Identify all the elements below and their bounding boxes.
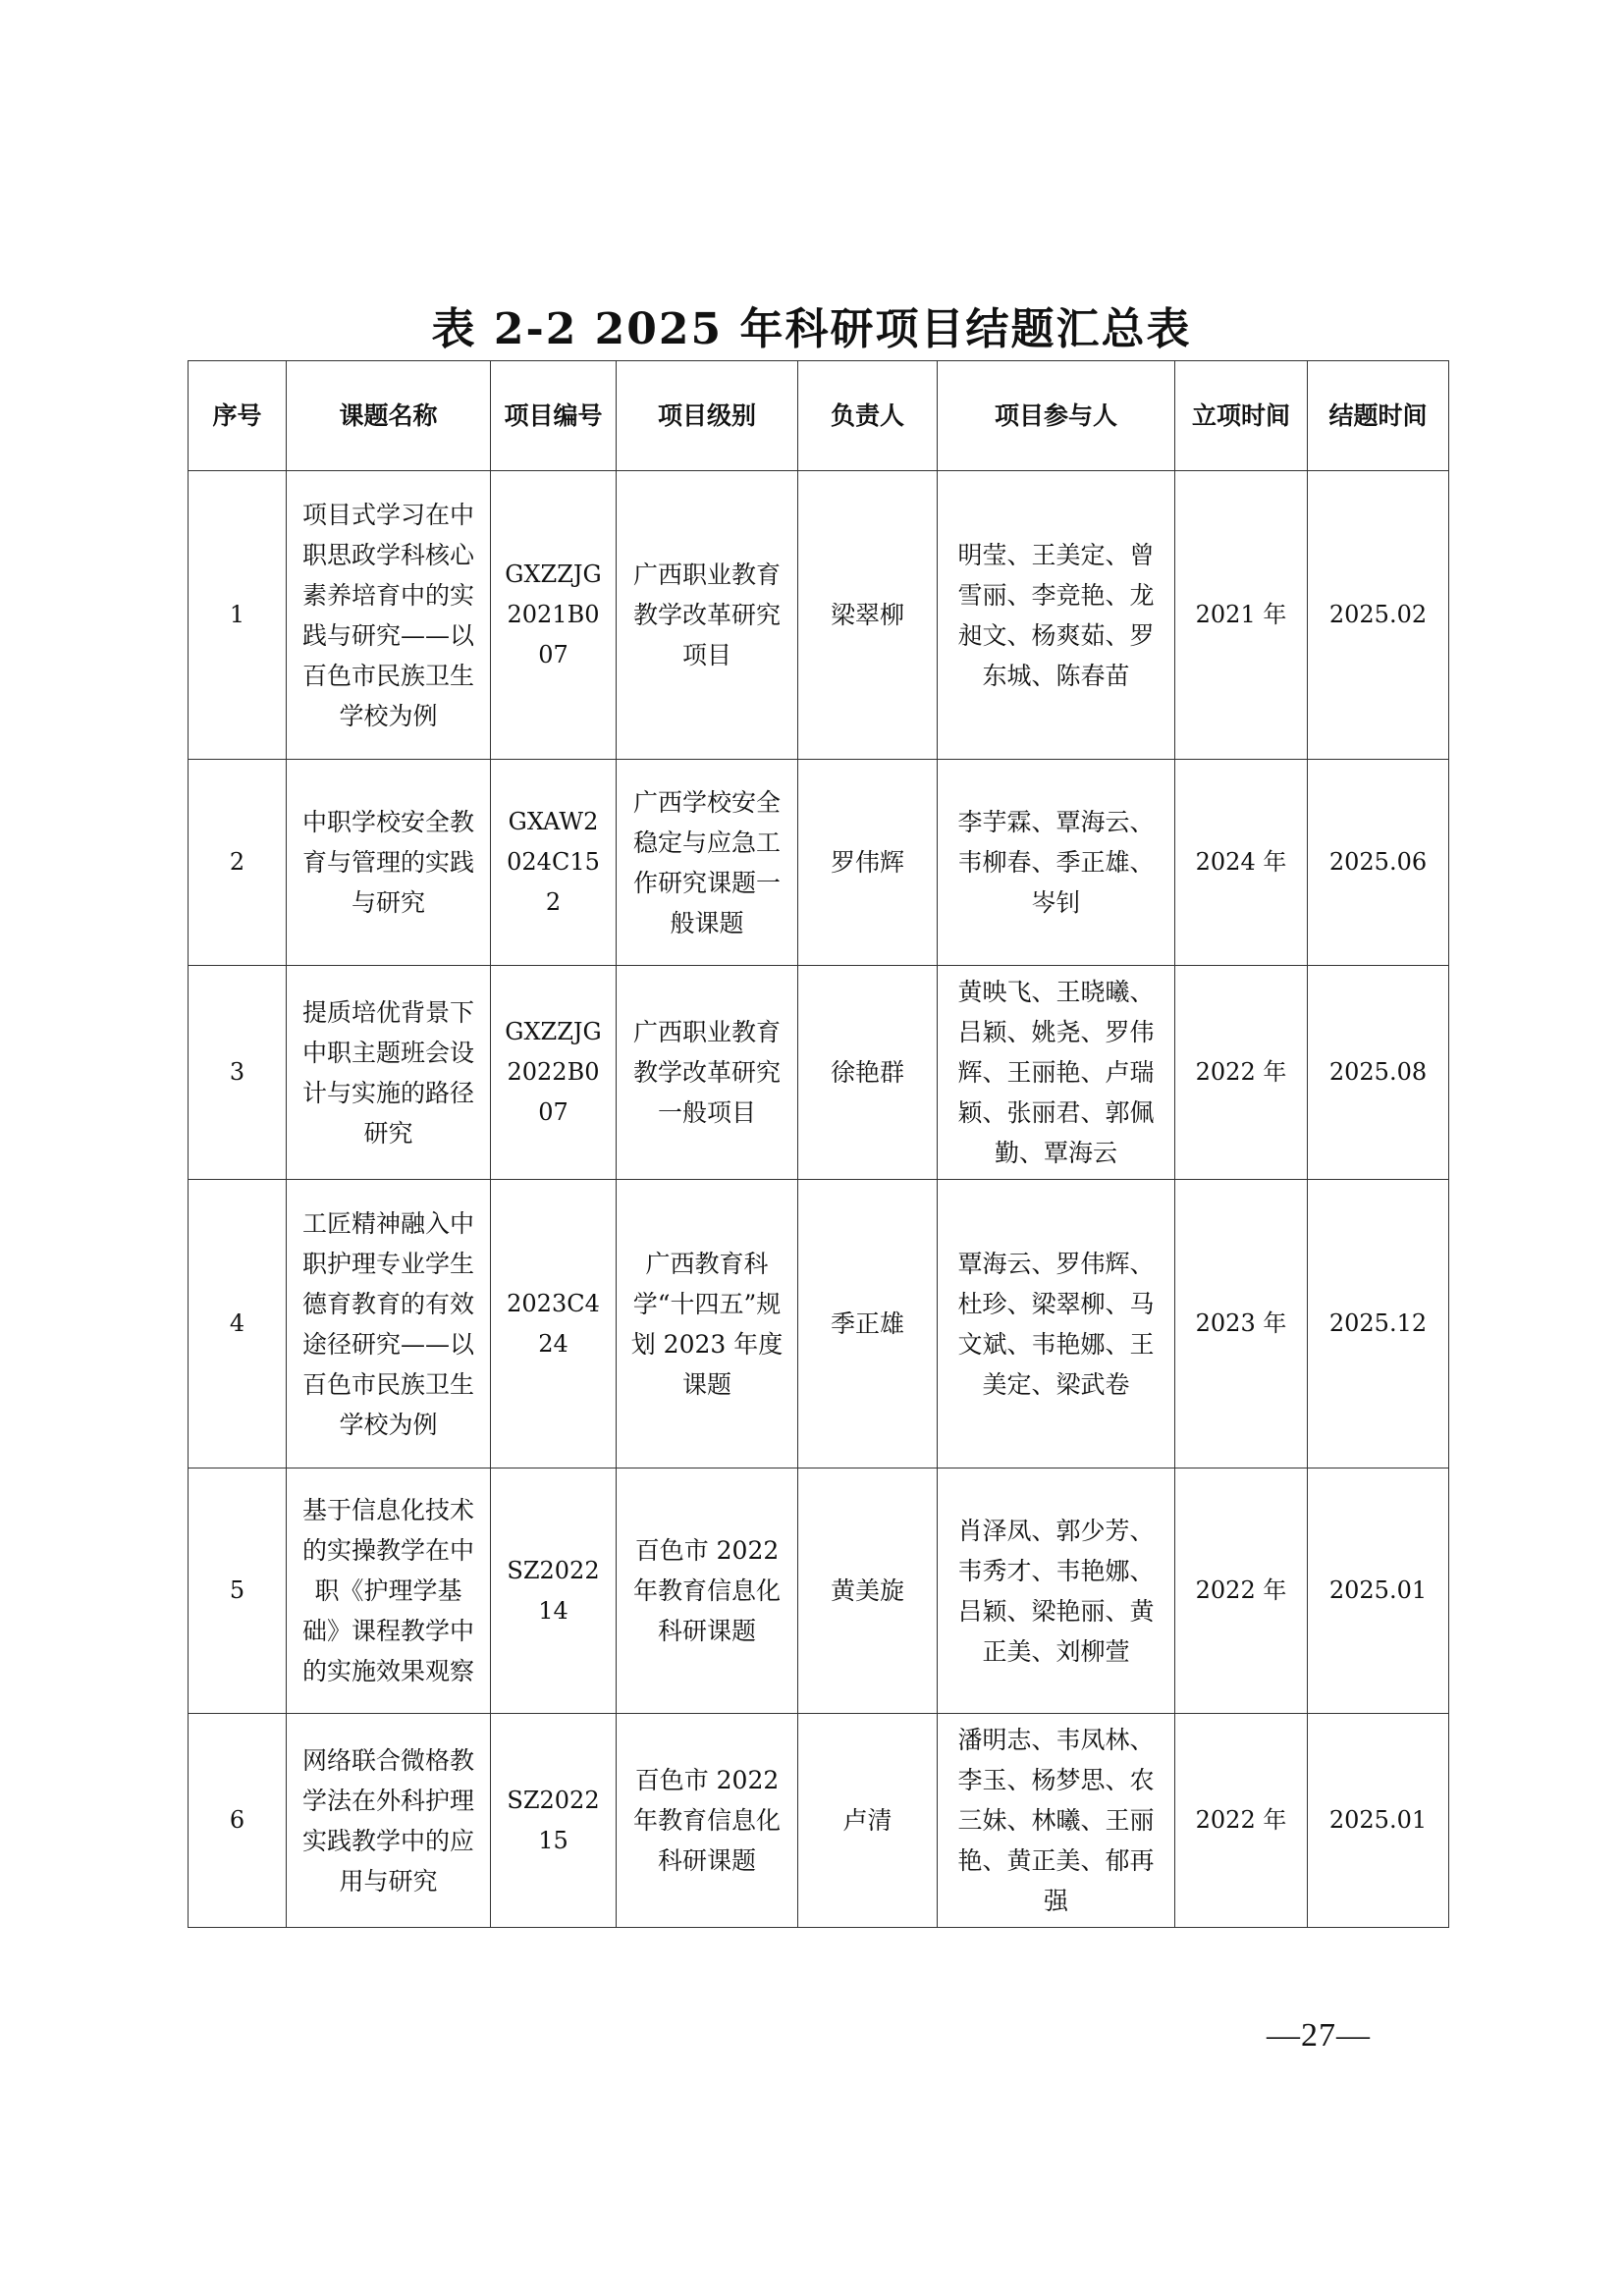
- table-row: [189, 760, 1449, 966]
- row-number: 3: [189, 966, 287, 1180]
- project-code: 2023C424: [491, 1180, 617, 1468]
- page-number: —27—: [1267, 2017, 1371, 2054]
- table-row: [189, 966, 1449, 1180]
- table-row: [189, 1714, 1449, 1928]
- start-year: 2021 年: [1175, 471, 1308, 760]
- page-title: 表 2-2 2025 年科研项目结题汇总表: [431, 304, 1192, 354]
- header-cell: 项目级别: [617, 361, 798, 471]
- project-members: 黄映飞、王晓曦、吕颖、姚尧、罗伟辉、王丽艳、卢瑞颖、张丽君、郭佩勤、覃海云: [938, 966, 1175, 1180]
- project-name: 网络联合微格教学法在外科护理实践教学中的应用与研究: [287, 1714, 491, 1928]
- row-number: 2: [189, 760, 287, 966]
- header-cell: 项目编号: [491, 361, 617, 471]
- project-members: 肖泽凤、郭少芳、韦秀才、韦艳娜、吕颖、梁艳丽、黄正美、刘柳萱: [938, 1468, 1175, 1714]
- start-year: 2024 年: [1175, 760, 1308, 966]
- project-lead: 季正雄: [798, 1180, 938, 1468]
- project-lead: 黄美旋: [798, 1468, 938, 1714]
- table-row: [189, 1468, 1449, 1714]
- row-number: 4: [189, 1180, 287, 1468]
- end-date: 2025.06: [1308, 760, 1449, 966]
- project-name: 工匠精神融入中职护理专业学生德育教育的有效途径研究——以百色市民族卫生学校为例: [287, 1180, 491, 1468]
- header-cell: 课题名称: [287, 361, 491, 471]
- project-members: 覃海云、罗伟辉、杜珍、梁翠柳、马文斌、韦艳娜、王美定、梁武卷: [938, 1180, 1175, 1468]
- project-lead: 徐艳群: [798, 966, 938, 1180]
- project-level: 广西职业教育教学改革研究一般项目: [617, 966, 798, 1180]
- end-date: 2025.12: [1308, 1180, 1449, 1468]
- project-level: 广西职业教育教学改革研究项目: [617, 471, 798, 760]
- header-cell: 序号: [189, 361, 287, 471]
- project-level: 百色市 2022 年教育信息化科研课题: [617, 1714, 798, 1928]
- start-year: 2022 年: [1175, 1468, 1308, 1714]
- end-date: 2025.01: [1308, 1468, 1449, 1714]
- row-number: 1: [189, 471, 287, 760]
- summary-table: [188, 360, 1449, 1928]
- project-members: 明莹、王美定、曾雪丽、李竞艳、龙昶文、杨爽茹、罗东城、陈春苗: [938, 471, 1175, 760]
- project-name: 提质培优背景下中职主题班会设计与实施的路径研究: [287, 966, 491, 1180]
- end-date: 2025.08: [1308, 966, 1449, 1180]
- project-members: 李芋霖、覃海云、韦柳春、季正雄、岑钊: [938, 760, 1175, 966]
- project-name: 基于信息化技术的实操教学在中职《护理学基础》课程教学中的实施效果观察: [287, 1468, 491, 1714]
- project-level: 百色市 2022 年教育信息化科研课题: [617, 1468, 798, 1714]
- table-row: [189, 471, 1449, 760]
- project-code: GXZZJG2022B007: [491, 966, 617, 1180]
- start-year: 2023 年: [1175, 1180, 1308, 1468]
- table-header-row: [189, 361, 1449, 471]
- project-code: GXZZJG2021B007: [491, 471, 617, 760]
- start-year: 2022 年: [1175, 1714, 1308, 1928]
- project-name: 中职学校安全教育与管理的实践与研究: [287, 760, 491, 966]
- project-lead: 梁翠柳: [798, 471, 938, 760]
- project-code: SZ202214: [491, 1468, 617, 1714]
- table-row: [189, 1180, 1449, 1468]
- project-level: 广西教育科学“十四五”规划 2023 年度课题: [617, 1180, 798, 1468]
- project-name: 项目式学习在中职思政学科核心素养培育中的实践与研究——以百色市民族卫生学校为例: [287, 471, 491, 760]
- project-lead: 罗伟辉: [798, 760, 938, 966]
- header-cell: 立项时间: [1175, 361, 1308, 471]
- project-code: GXAW2024C152: [491, 760, 617, 966]
- project-lead: 卢清: [798, 1714, 938, 1928]
- project-level: 广西学校安全稳定与应急工作研究课题一般课题: [617, 760, 798, 966]
- row-number: 5: [189, 1468, 287, 1714]
- project-members: 潘明志、韦凤林、李玉、杨梦思、农三妹、林曦、王丽艳、黄正美、郁再强: [938, 1714, 1175, 1928]
- start-year: 2022 年: [1175, 966, 1308, 1180]
- header-cell: 负责人: [798, 361, 938, 471]
- row-number: 6: [189, 1714, 287, 1928]
- end-date: 2025.02: [1308, 471, 1449, 760]
- table-body: [189, 471, 1449, 1928]
- end-date: 2025.01: [1308, 1714, 1449, 1928]
- project-code: SZ202215: [491, 1714, 617, 1928]
- header-cell: 结题时间: [1308, 361, 1449, 471]
- header-cell: 项目参与人: [938, 361, 1175, 471]
